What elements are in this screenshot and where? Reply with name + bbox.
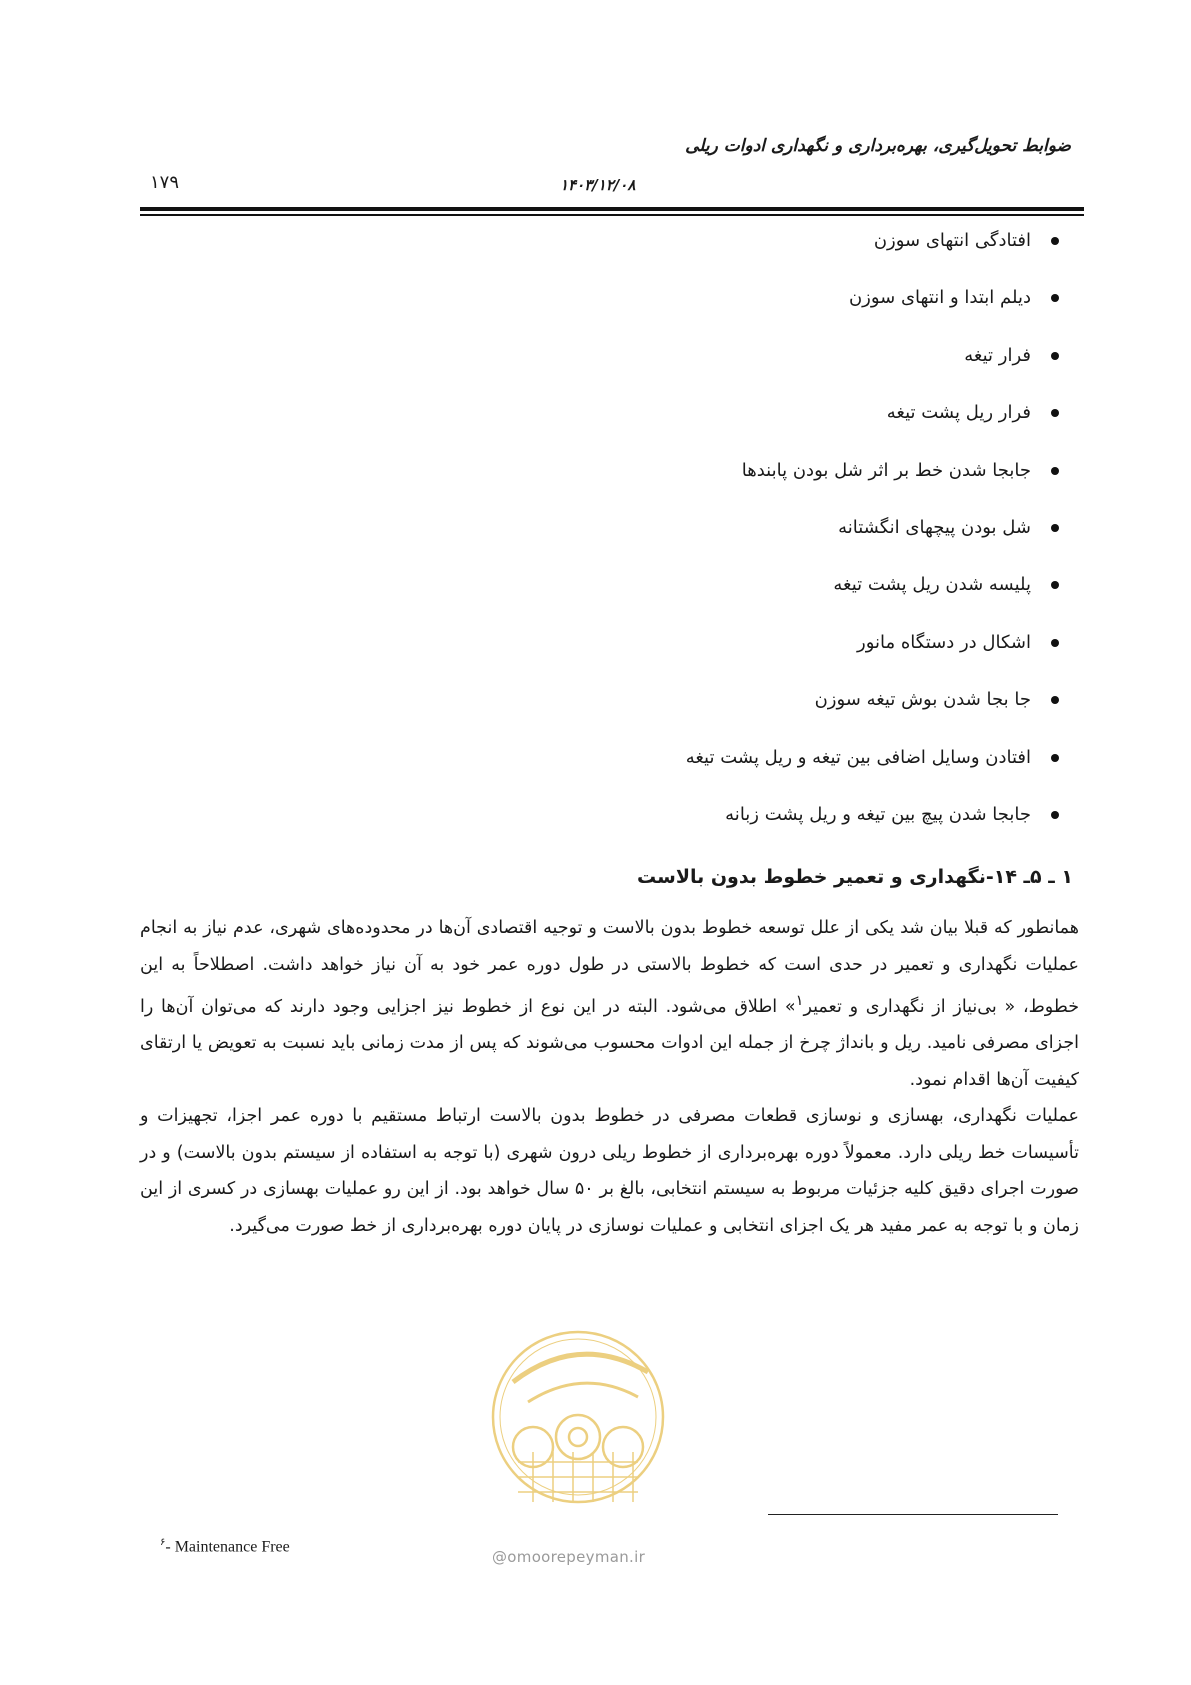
footnote-reference: ۱ <box>795 992 804 1009</box>
bullet-icon <box>1051 754 1059 762</box>
bullet-icon <box>1051 409 1059 417</box>
bullet-icon <box>1051 352 1059 360</box>
list-item-text: شل بودن پیچهای انگشتانه <box>838 516 1031 538</box>
paragraph-1-part-1: همانطور که قبلا بیان شد یکی از علل توسعه خطوط بدون بالاست و توجیه اقتصادی آن‌ها در محدوده‌های شهری، عدم نیاز به انجام عملیات نگهداری و تعمیر در حدی است که خطوط بالاستی در طول دوره عمر خود به آن نیاز خواهد داشت. اصطلاحاً به این خطوط، « بی‌نیاز از نگهداری و تعمیر <box>140 918 1080 1017</box>
list-item-text: فرار ریل پشت تیغه <box>886 402 1031 424</box>
list-item-text: اشکال در دستگاه مانور <box>857 631 1031 653</box>
list-item <box>123 281 1073 338</box>
list-item-text: جا بجا شدن بوش تیغه سوزن <box>814 689 1031 711</box>
list-item <box>123 511 1073 568</box>
list-item-text: دیلم ابتدا و انتهای سوزن <box>848 287 1031 309</box>
footnote-text: - Maintenance Free <box>165 1538 290 1556</box>
footnote <box>160 1537 290 1556</box>
list-item <box>123 454 1073 511</box>
bullet-icon <box>1051 467 1059 475</box>
paragraph-1-part-2: » اطلاق می‌شود. البته در این نوع از خطوط نیز اجزایی وجود دارند که می‌توان آن‌ها را اجزای مصرفی نامید. ریل و بانداژ چرخ از جمله این ادوات محسوب می‌شوند که پس از مدت زمانی باید نسبت به تعویض یا ارتقای کیفیت آن‌ها اقدام نمود. <box>140 996 1079 1090</box>
bullet-icon <box>1051 237 1059 245</box>
header-title: ضوابط تحویل‌گیری، بهره‌برداری و نگهداری ادوات ریلی <box>685 136 1071 156</box>
list-item <box>123 224 1073 281</box>
bullet-icon <box>1051 639 1059 647</box>
page-number: ۱۷۹ <box>150 172 180 193</box>
bullet-icon <box>1051 294 1059 302</box>
bullet-icon <box>1051 581 1059 589</box>
list-item-text: افتادن وسایل اضافی بین تیغه و ریل پشت تیغه <box>685 746 1031 768</box>
footnote-rule <box>768 1514 1058 1515</box>
header-date: ۱۴۰۳/۱۲/۰۸ <box>560 176 636 194</box>
list-item <box>123 741 1073 798</box>
paragraph-1 <box>140 910 1079 1098</box>
bullet-icon <box>1051 811 1059 819</box>
header-rule-thin <box>140 214 1084 216</box>
body-text <box>140 910 1079 1244</box>
list-item-text: فرار تیغه <box>964 344 1031 366</box>
header-rule-thick <box>140 207 1084 211</box>
list-item <box>123 396 1073 453</box>
list-item <box>123 568 1073 625</box>
list-item <box>123 626 1073 683</box>
list-item-text: افتادگی انتهای سوزن <box>873 230 1031 251</box>
list-item <box>123 683 1073 740</box>
section-heading: ۱ ـ ۵ـ ۱۴-نگهداری و تعمیر خطوط بدون بالاست <box>637 866 1073 888</box>
list-item <box>123 339 1073 396</box>
bullet-icon <box>1051 696 1059 704</box>
bullet-icon <box>1051 524 1059 532</box>
list-item-text: پلیسه شدن ریل پشت تیغه <box>833 574 1031 596</box>
bullet-list <box>123 224 1073 855</box>
paragraph-2: عملیات نگهداری، بهسازی و نوسازی قطعات مصرفی در خطوط بدون بالاست ارتباط مستقیم با دوره عمر اجزا، تجهیزات و تأسیسات خط ریلی دارد. معمولاً دوره بهره‌برداری از خطوط ریلی درون شهری (با توجه به استفاده از سیستم بدون بالاست) و در صورت اجرای دقیق کلیه جزئیات مربوط به سیستم انتخابی، بالغ بر ۵۰ سال خواهد بود. از این رو عملیات بهسازی در کسری از این زمان و با توجه به عمر مفید هر یک اجزای انتخابی و عملیات نوسازی در پایان دوره بهره‌برداری از خط صورت می‌گیرد. <box>140 1106 1079 1236</box>
list-item <box>123 798 1073 855</box>
watermark-url: @omoorepeyman.ir <box>492 1548 646 1566</box>
footnote-mark: ۶ <box>160 1537 166 1548</box>
list-item-text: جابجا شدن خط بر اثر شل بودن پابندها <box>741 459 1031 481</box>
list-item-text: جابجا شدن پیچ بین تیغه و ریل پشت زبانه <box>725 803 1031 825</box>
watermark-logo-icon <box>488 1312 668 1542</box>
